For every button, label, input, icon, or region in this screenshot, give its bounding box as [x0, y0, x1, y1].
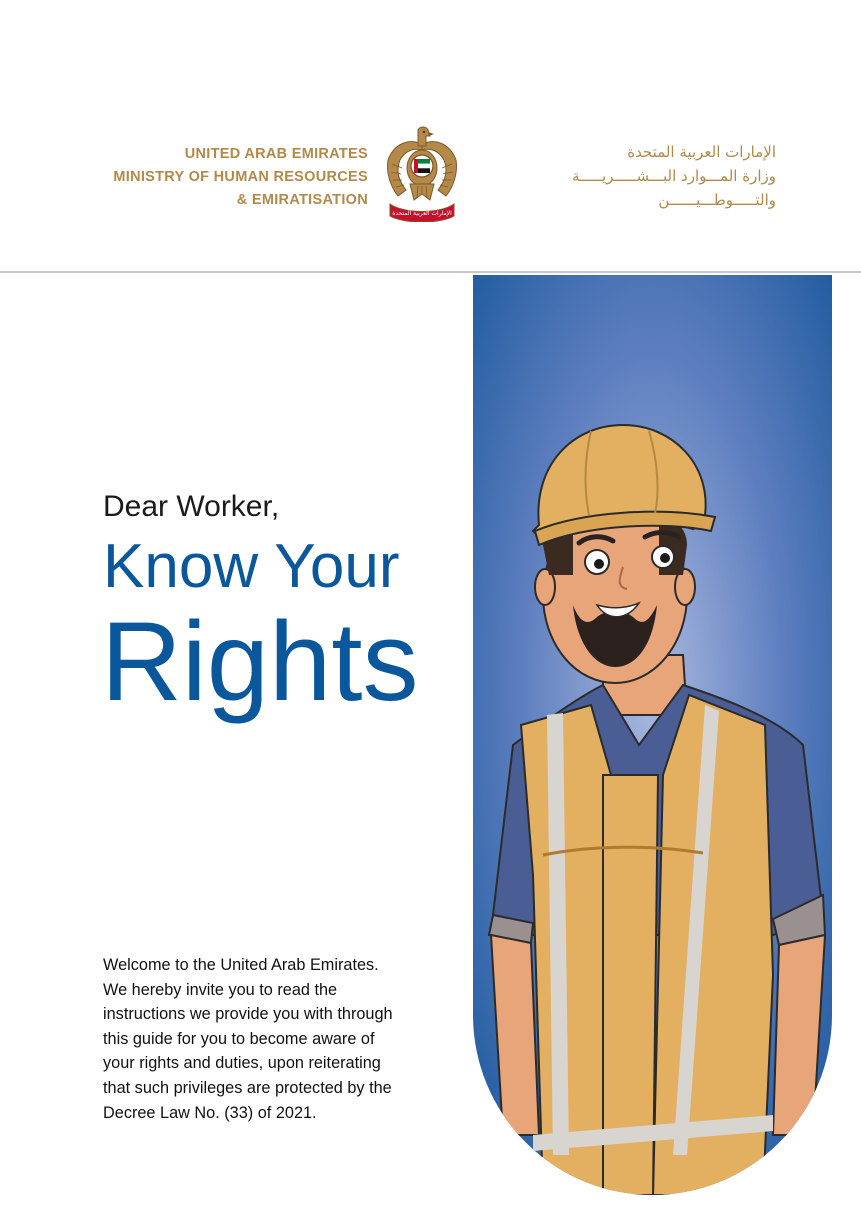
welcome-line: instructions we provide you with through — [103, 1005, 393, 1024]
welcome-line: Welcome to the United Arab Emirates. — [103, 956, 379, 974]
welcome-paragraph — [103, 953, 443, 1125]
greeting: Dear Worker, — [103, 490, 280, 523]
welcome-line: your rights and duties, upon reiterating — [103, 1054, 381, 1073]
header-divider — [0, 271, 861, 273]
header — [0, 0, 861, 272]
arabic-line-3: والتـــــوطـــيــــــن — [658, 191, 776, 209]
worker-illustration-panel — [473, 275, 832, 1195]
title-line-2: Rights — [101, 599, 419, 724]
emblem-banner-text: الإمارات العربية المتحدة — [392, 210, 452, 217]
english-line-2: MINISTRY OF HUMAN RESOURCES — [113, 169, 368, 185]
arabic-line-2: وزارة المـــوارد البـــشـــــريـــــة — [572, 167, 776, 185]
title-line-1: Know Your — [103, 532, 400, 601]
uae-falcon-emblem-icon — [384, 124, 460, 222]
arabic-line-1: الإمارات العربية المتحدة — [627, 143, 776, 161]
welcome-line: We hereby invite you to read the — [103, 980, 338, 999]
english-line-3: & EMIRATISATION — [236, 192, 368, 208]
ministry-name-english — [48, 143, 368, 212]
ministry-name-arabic — [476, 140, 776, 212]
english-line-1: UNITED ARAB EMIRATES — [184, 146, 368, 162]
welcome-line: Decree Law No. (33) of 2021. — [103, 1103, 317, 1122]
welcome-line: that such privileges are protected by the — [103, 1078, 392, 1097]
welcome-line: this guide for you to become aware of — [103, 1029, 375, 1048]
